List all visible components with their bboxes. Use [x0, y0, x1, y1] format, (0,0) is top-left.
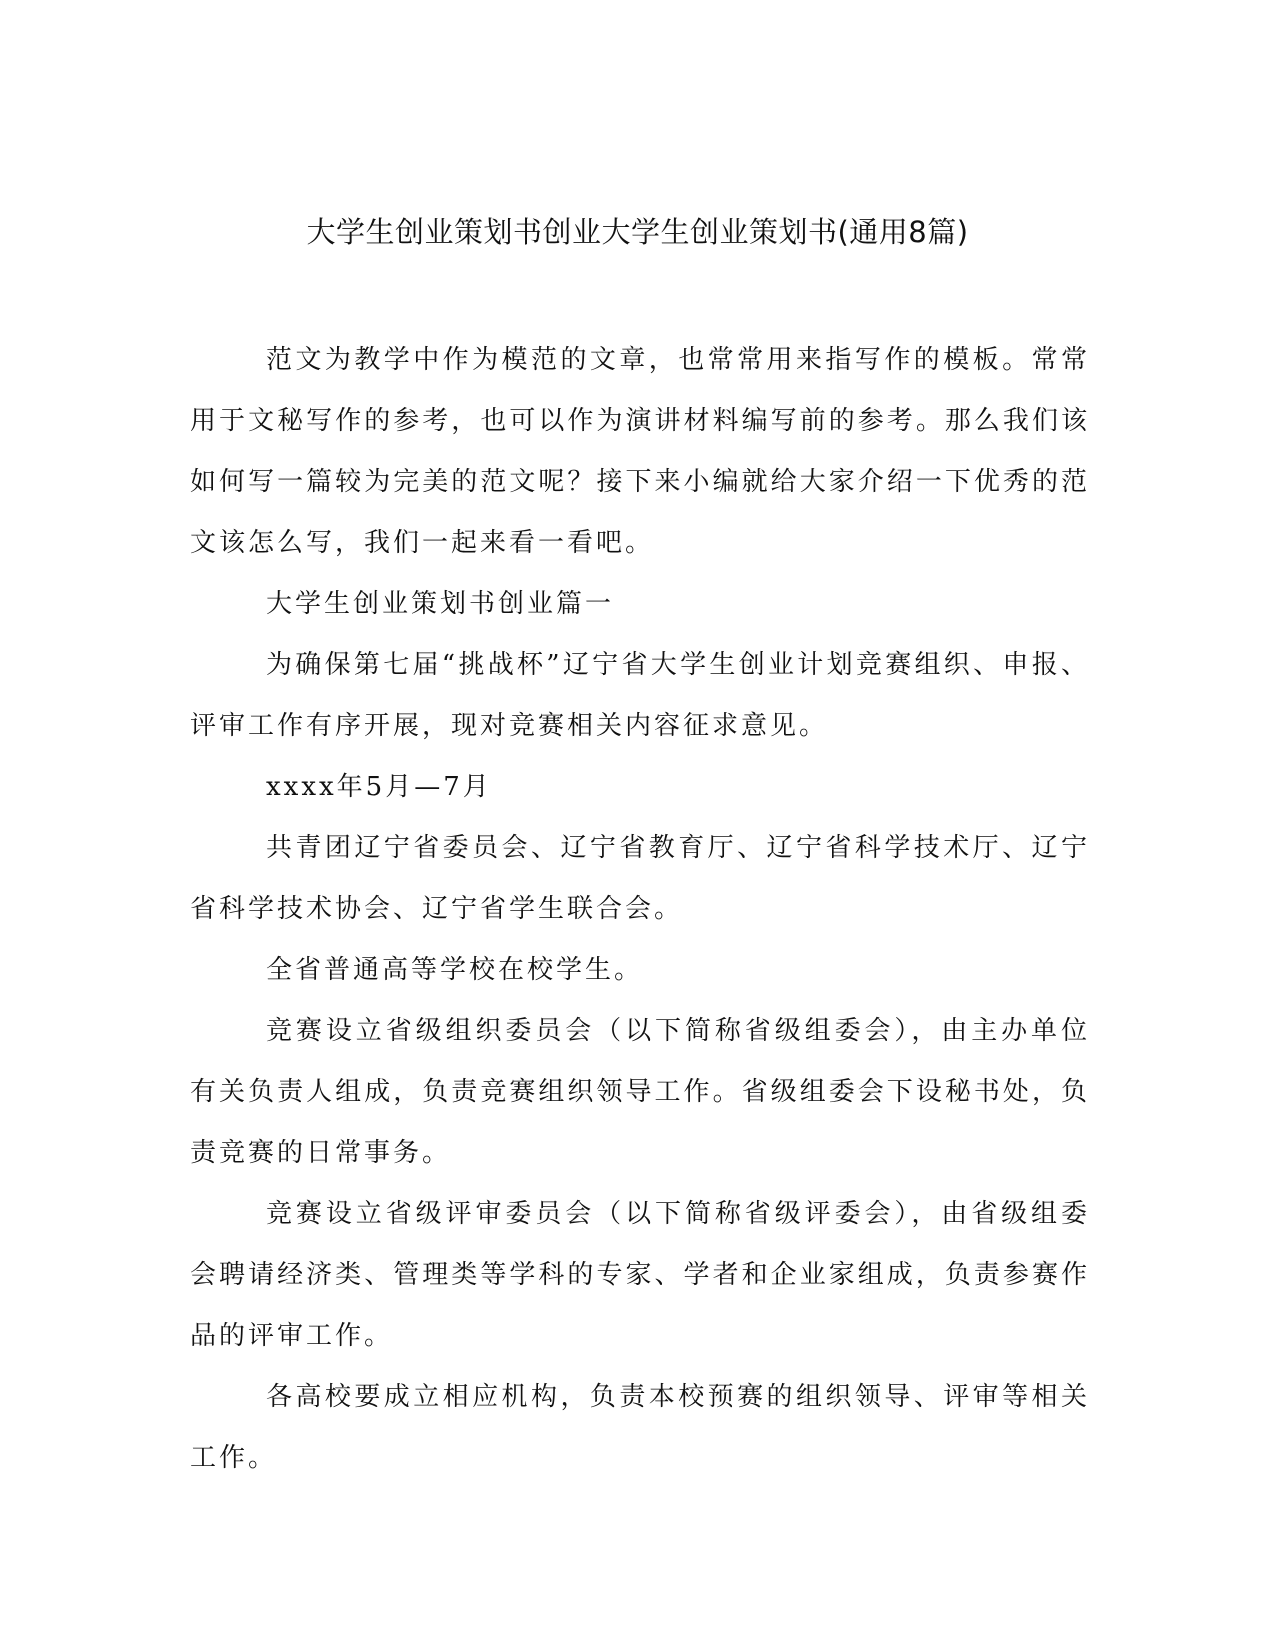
paragraph-university-bodies: 各高校要成立相应机构，负责本校预赛的组织领导、评审等相关工作。 [190, 1382, 1090, 1473]
paragraph-intro: 范文为教学中作为模范的文章，也常常用来指写作的模板。常常用于文秘写作的参考，也可以作为演讲材料编写前的参考。那么我们该如何写一篇较为完美的范文呢？接下来小编就给大家介绍一下优秀的范文该怎么写，我们一起来看一看吧。 [190, 345, 1090, 558]
paragraph-organizing-committee: 竞赛设立省级组织委员会（以下简称省级组委会），由主办单位有关负责人组成，负责竞赛组织领导工作。省级组委会下设秘书处，负责竞赛的日常事务。 [190, 1016, 1090, 1168]
document-title: 大学生创业策划书创业大学生创业策划书(通用8篇) [306, 215, 969, 249]
paragraph-purpose: 为确保第七届“挑战杯”辽宁省大学生创业计划竞赛组织、申报、评审工作有序开展，现对竞赛相关内容征求意见。 [190, 650, 1090, 741]
paragraph-participants: 全省普通高等学校在校学生。 [266, 955, 644, 985]
paragraph-section-heading: 大学生创业策划书创业篇一 [266, 589, 615, 619]
paragraph-review-committee: 竞赛设立省级评审委员会（以下简称省级评委会），由省级组委会聘请经济类、管理类等学科的专家、学者和企业家组成，负责参赛作品的评审工作。 [190, 1199, 1090, 1351]
paragraph-date: xxxx年5月—7月 [266, 772, 492, 802]
paragraph-organizers: 共青团辽宁省委员会、辽宁省教育厅、辽宁省科学技术厅、辽宁省科学技术协会、辽宁省学生联合会。 [190, 833, 1090, 924]
document-body [190, 330, 1090, 1489]
